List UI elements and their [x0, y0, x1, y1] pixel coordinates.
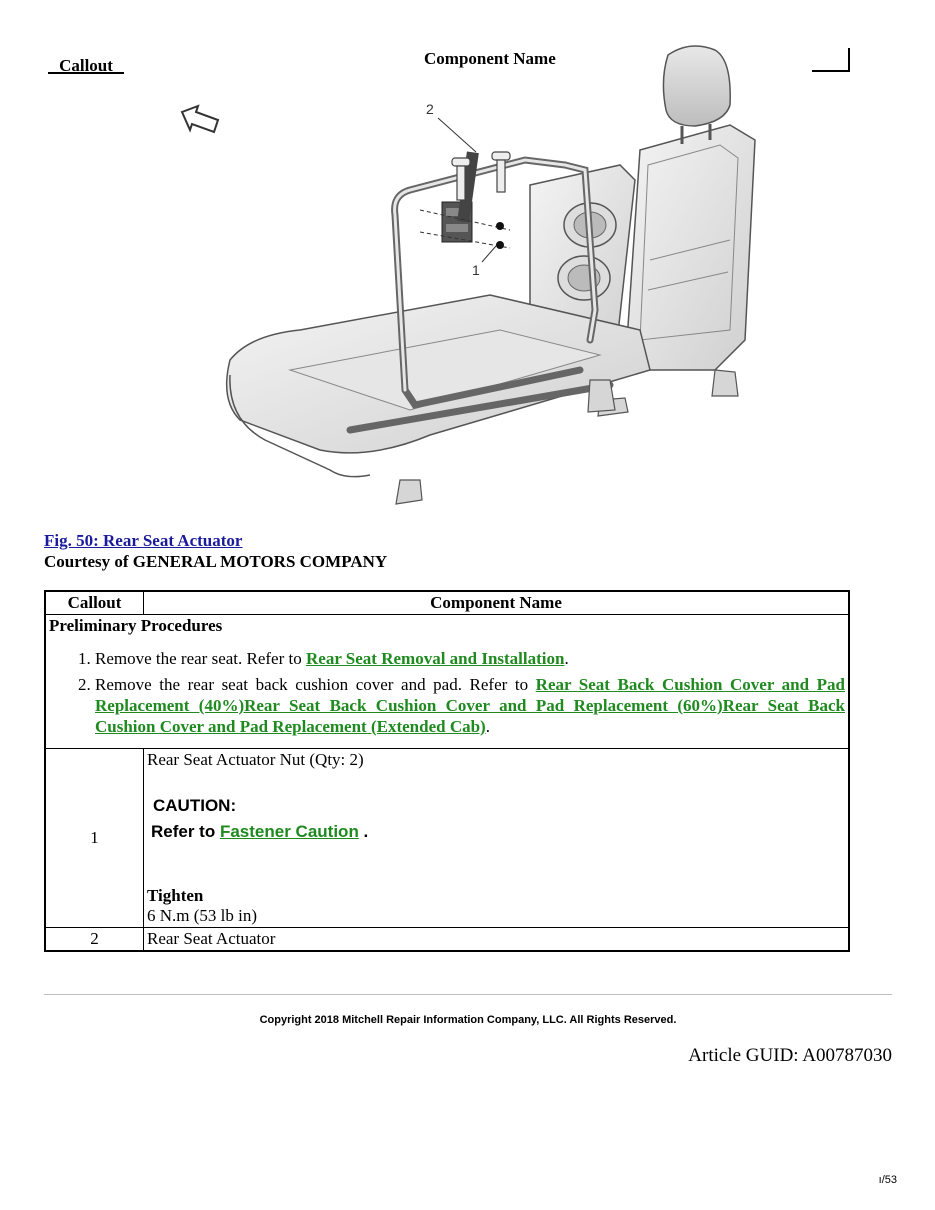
partial-header-callout: Callout [48, 46, 124, 74]
front-direction-arrow-icon [182, 106, 218, 132]
footer-divider [44, 994, 892, 995]
figure-link[interactable]: Fig. 50: Rear Seat Actuator [44, 531, 243, 550]
fastener-caution-link[interactable]: Fastener Caution [219, 822, 359, 841]
components-table [44, 590, 850, 952]
rear-seat-actuator-illustration [170, 40, 770, 520]
table-row [45, 928, 849, 952]
partial-header-corner [812, 48, 850, 72]
caution-title: CAUTION: [153, 796, 237, 815]
step-2-text: Remove the rear seat back cushion cover and pad. Refer to [95, 675, 536, 694]
caution-body [151, 822, 845, 842]
step-1 [95, 648, 845, 669]
step-2 [95, 674, 845, 737]
row-2-callout: 2 [45, 928, 144, 952]
caution-prefix: Refer to [151, 822, 220, 841]
page-number: ı/53 [878, 1174, 897, 1186]
table-row [45, 749, 849, 928]
preliminary-cell [45, 615, 849, 749]
preliminary-title: Preliminary Procedures [49, 616, 223, 635]
callout-1-label: 1 [472, 262, 480, 278]
step-2-end: . [485, 717, 490, 736]
row-1-component [144, 749, 850, 928]
preliminary-steps [49, 648, 845, 737]
row-1-callout: 1 [45, 749, 144, 928]
row-2-name: Rear Seat Actuator [144, 928, 850, 952]
rear-seat-removal-link[interactable]: Rear Seat Removal and Installation [306, 649, 565, 668]
row-1-name: Rear Seat Actuator Nut (Qty: 2) [147, 750, 364, 769]
step-1-text: Remove the rear seat. Refer to [95, 649, 306, 668]
caution-suffix: . [358, 822, 369, 841]
header-callout: Callout [45, 591, 144, 615]
header-component-name: Component Name [144, 591, 850, 615]
article-guid: Article GUID: A00787030 [688, 1045, 892, 1066]
partial-header-component-name: Component Name [424, 49, 556, 68]
preliminary-row [45, 615, 849, 749]
figure-courtesy: Courtesy of GENERAL MOTORS COMPANY [44, 552, 388, 571]
callout-2-label: 2 [426, 101, 434, 117]
seat-back [625, 125, 755, 370]
tighten-title: Tighten [147, 886, 204, 905]
tighten-value: 6 N.m (53 lb in) [147, 906, 258, 925]
step-1-end: . [564, 649, 569, 668]
actuator-assembly [420, 152, 510, 249]
table-header-row [45, 591, 849, 615]
copyright-notice: Copyright 2018 Mitchell Repair Information Company, LLC. All Rights Reserved. [259, 1014, 677, 1026]
cushion-cover-replacement-link[interactable]: Rear Seat Back Cushion Cover and Pad Replacement (40%)Rear Seat Back Cushion Cover and Pad Replacement (60%)Rear Seat Back Cushion Cover and Pad Replacement (Extended Cab) [95, 675, 845, 736]
